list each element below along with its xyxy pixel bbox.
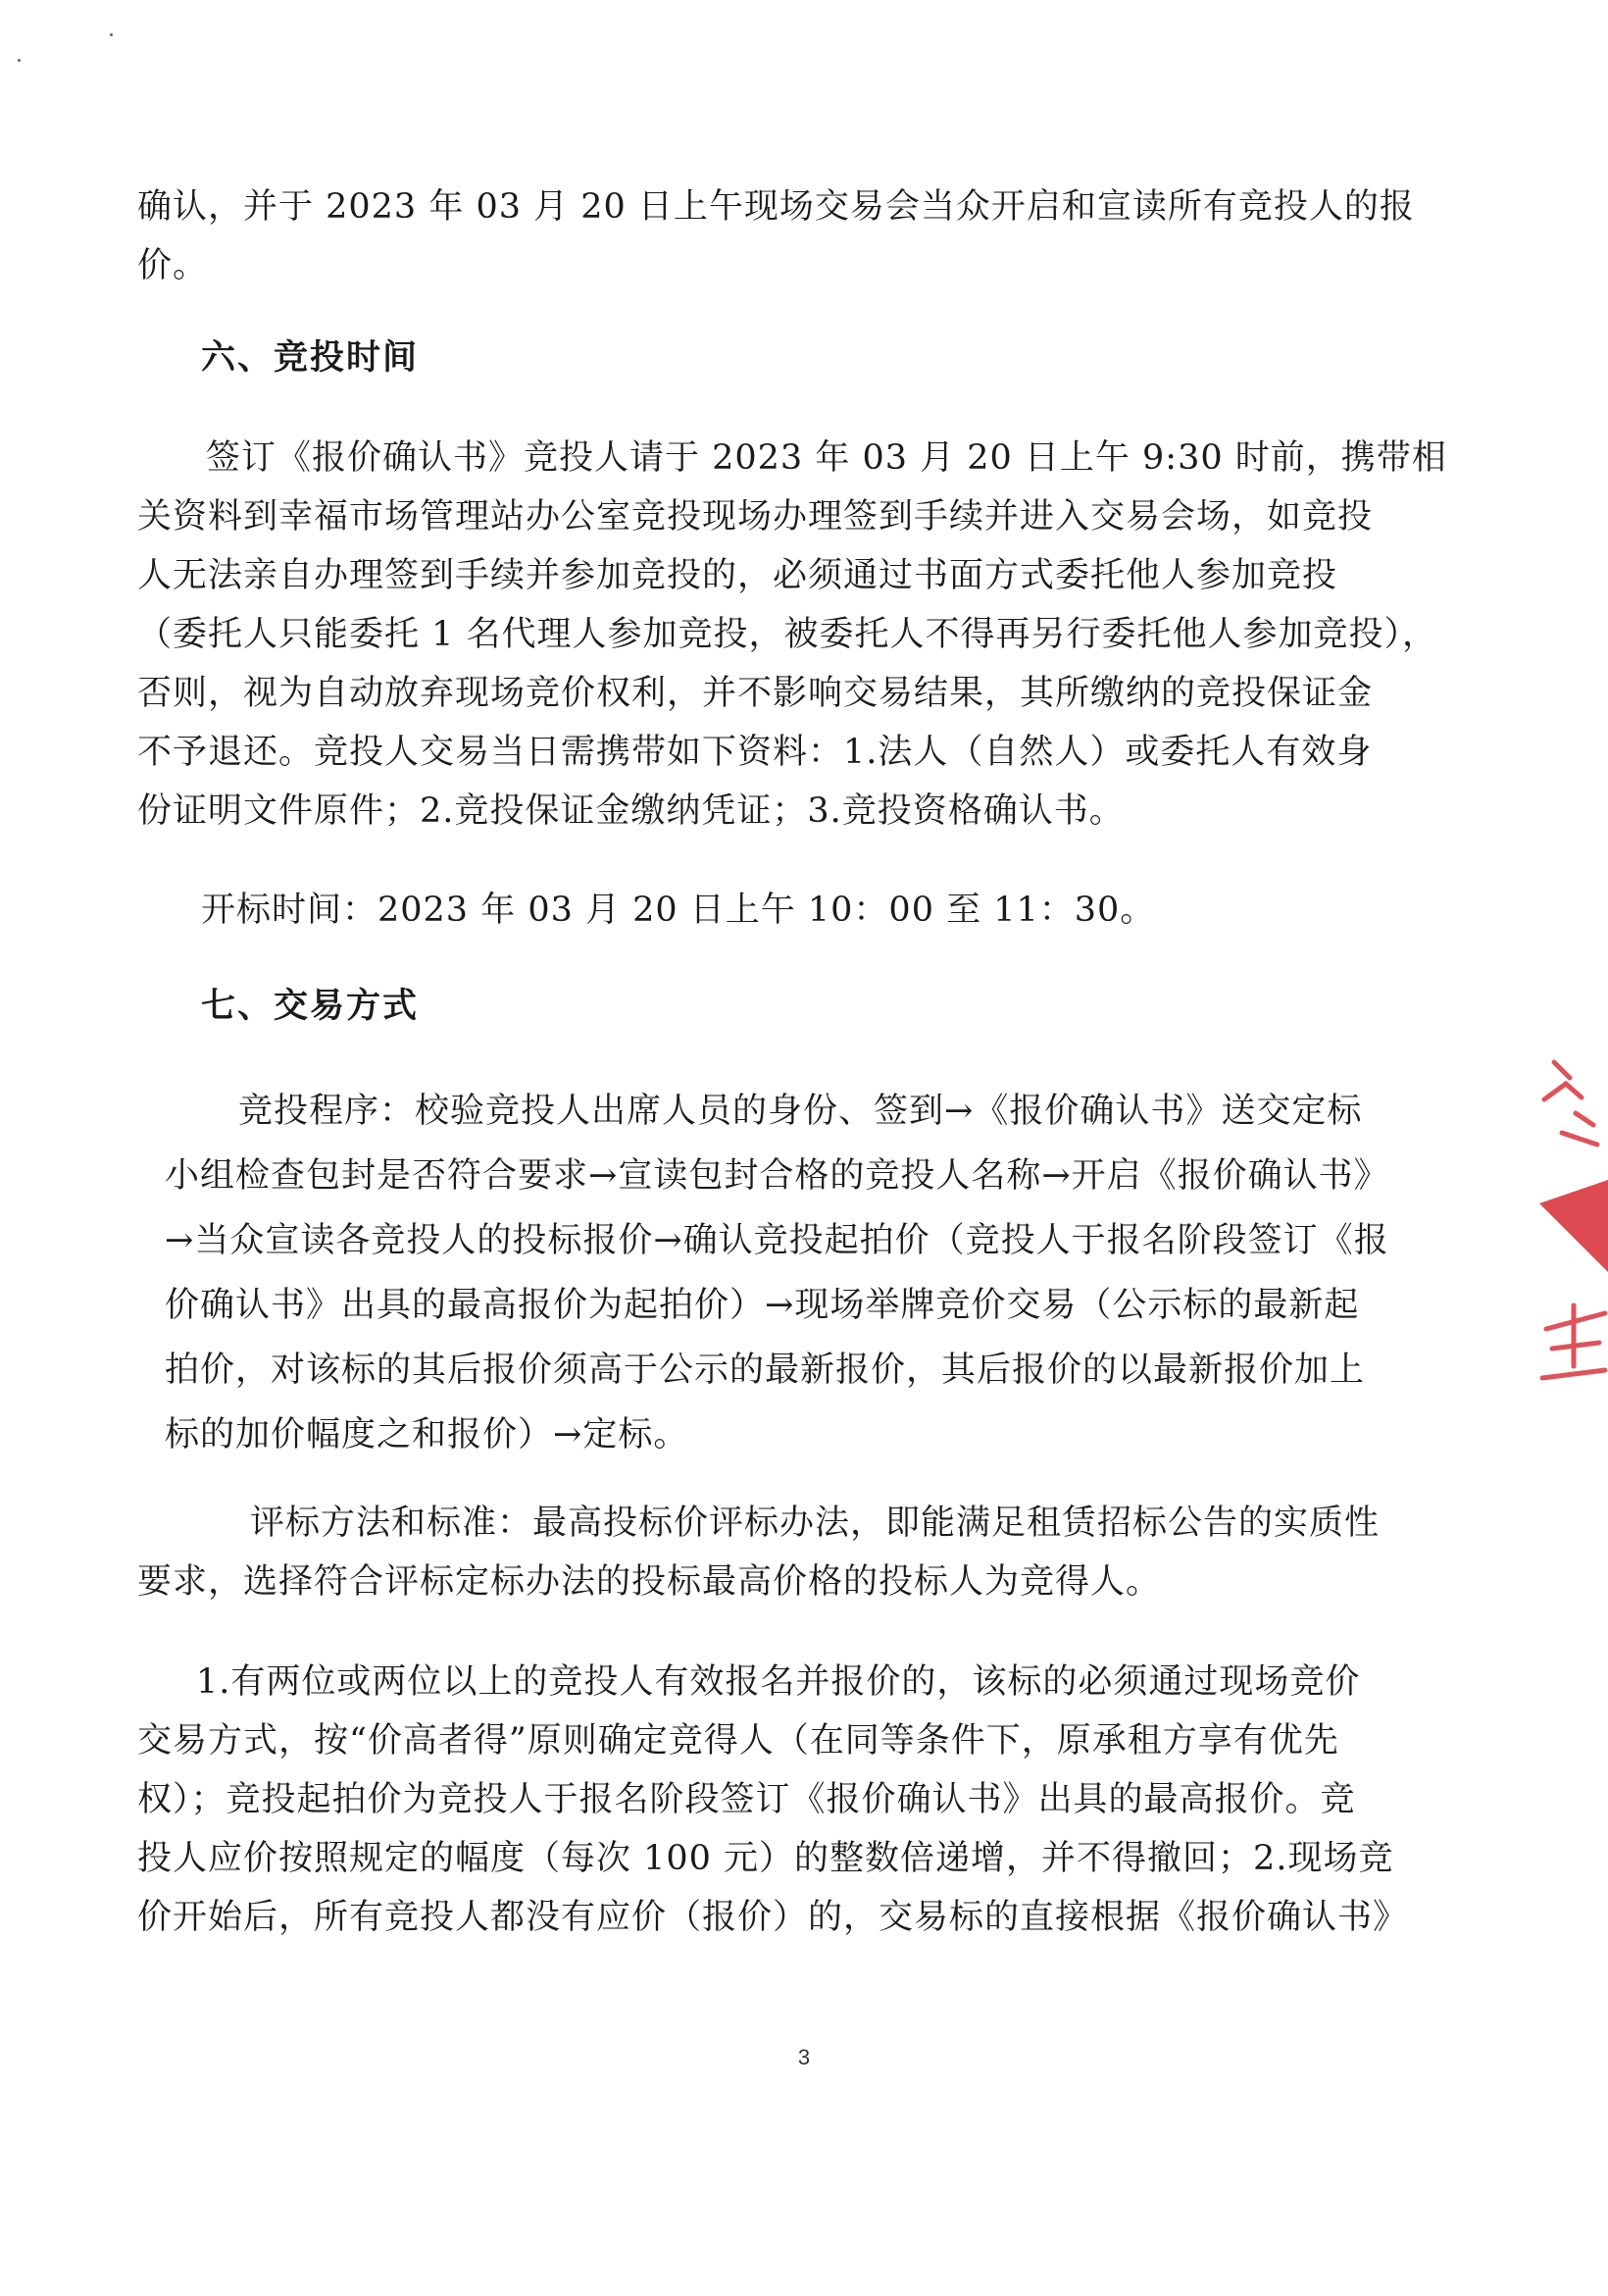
- scan-speck: [18, 59, 21, 62]
- text-line: 标的加价幅度之和报价）→定标。: [165, 1415, 689, 1454]
- section-7-heading: 七、交易方式: [201, 987, 420, 1026]
- text-line: 价。: [137, 246, 209, 285]
- seal-stamp-fragment: [1525, 1054, 1608, 1388]
- text-line: 确认，并于 2023 年 03 月 20 日上午现场交易会当众开启和宣读所有竞投人的报: [137, 187, 1415, 227]
- section-6-body: [137, 429, 1451, 841]
- text-line: 小组检查包封是否符合要求→宣读包封合格的竞投人名称→开启《报价确认书》: [165, 1156, 1389, 1196]
- section-6-heading: 六、竞投时间: [201, 338, 420, 378]
- text-line: （委托人只能委托 1 名代理人参加竞投，被委托人不得再另行委托他人参加竞投），: [137, 615, 1438, 654]
- text-line: 拍价，对该标的其后报价须高于公示的最新报价，其后报价的以最新报价加上: [165, 1351, 1366, 1390]
- opening-time: [137, 881, 1451, 940]
- text-line: 关资料到幸福市场管理站办公室竞投现场办理签到手续并进入交易会场，如竞投: [137, 497, 1374, 536]
- text-line: 价开始后，所有竞投人都没有应价（报价）的，交易标的直接根据《报价确认书》: [137, 1898, 1409, 1937]
- text-line: 人无法亲自办理签到手续并参加竞投的，必须通过书面方式委托他人参加竞投: [137, 556, 1338, 595]
- text-line: 开标时间：2023 年 03 月 20 日上午 10：00 至 11：30。: [201, 891, 1156, 930]
- page-number: 3: [797, 2045, 811, 2069]
- evaluation-paragraph: [137, 1494, 1451, 1611]
- scan-speck: [110, 33, 113, 36]
- text-line: 签订《报价确认书》竞投人请于 2023 年 03 月 20 日上午 9:30 时前，携带相: [206, 438, 1447, 478]
- text-line: 份证明文件原件；2.竞投保证金缴纳凭证；3.竞投资格确认书。: [137, 791, 1125, 831]
- section-7-procedure: [165, 1079, 1451, 1467]
- text-line: 1.有两位或两位以上的竞投人有效报名并报价的，该标的必须通过现场竞价: [196, 1662, 1361, 1702]
- text-line: 权）；竞投起拍价为竞投人于报名阶段签订《报价确认书》出具的最高报价。竞: [137, 1780, 1356, 1819]
- rules-paragraph: [137, 1653, 1451, 1947]
- intro-paragraph: [137, 178, 1451, 295]
- text-line: 交易方式，按“价高者得”原则确定竞得人（在同等条件下，原承租方享有优先: [137, 1721, 1339, 1760]
- text-line: 要求，选择符合评标定标办法的投标最高价格的投标人为竞得人。: [137, 1562, 1162, 1602]
- text-line: →当众宣读各竞投人的投标报价→确认竞投起拍价（竞投人于报名阶段签订《报: [165, 1221, 1389, 1260]
- text-line: 竞投程序：校验竞投人出席人员的身份、签到→《报价确认书》送交定标: [238, 1092, 1363, 1131]
- text-line: 评标方法和标准：最高投标价评标办法，即能满足租赁招标公告的实质性: [250, 1504, 1381, 1543]
- text-line: 否则，视为自动放弃现场竞价权利，并不影响交易结果，其所缴纳的竞投保证金: [137, 674, 1374, 713]
- text-line: 不予退还。竞投人交易当日需携带如下资料：1.法人（自然人）或委托人有效身: [137, 733, 1373, 772]
- text-line: 价确认书》出具的最高报价为起拍价）→现场举牌竞价交易（公示标的最新起: [165, 1286, 1360, 1325]
- text-line: 投人应价按照规定的幅度（每次 100 元）的整数倍递增，并不得撤回；2.现场竞: [137, 1839, 1394, 1878]
